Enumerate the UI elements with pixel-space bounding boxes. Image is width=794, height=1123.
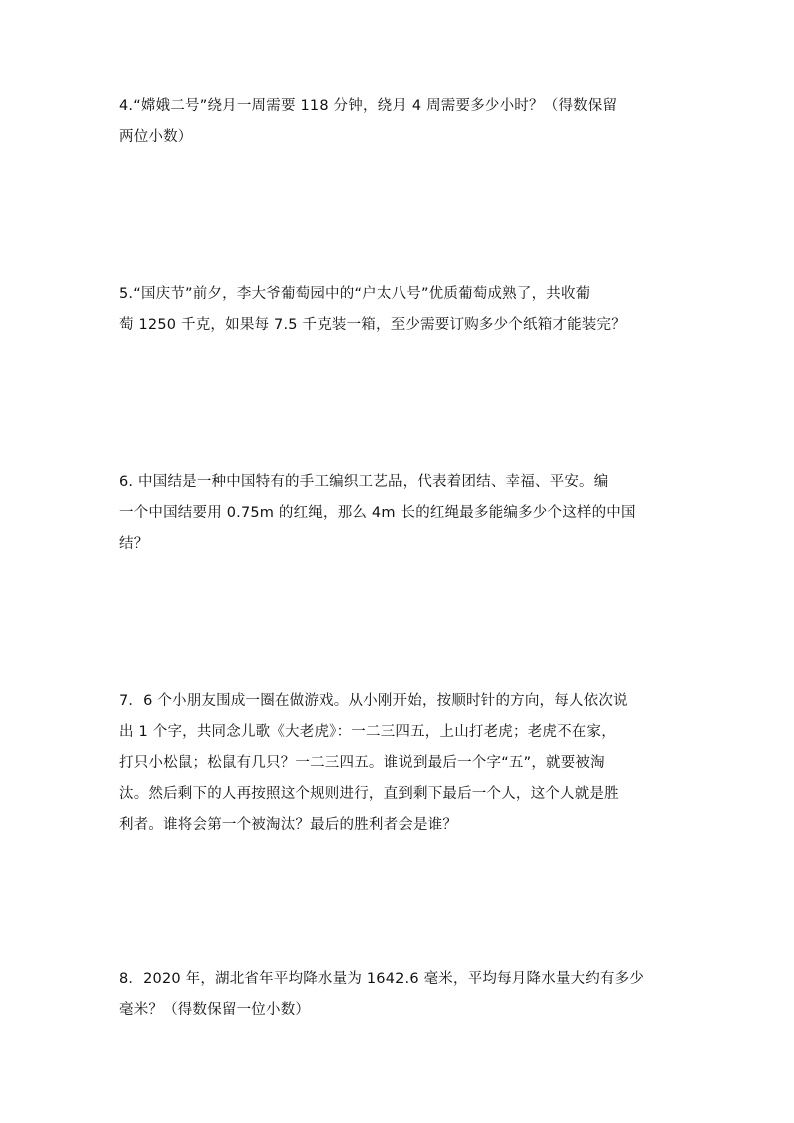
problem-6-line-3: 结？	[119, 536, 149, 552]
problem-7-line-3: 打只小松鼠；松鼠有几只？一二三四五。谁说到最后一个字“五”，就要被淘	[119, 755, 605, 771]
problem-7-line-4: 汰。然后剩下的人再按照这个规则进行，直到剩下最后一个人，这个人就是胜	[119, 786, 619, 802]
problem-6-line-2: 一个中国结要用 0.75m 的红绳，那么 4m 长的红绳最多能编多少个这样的中国	[119, 505, 636, 521]
problem-4	[119, 91, 679, 153]
problem-4-line-1: 4.“嫦娥二号”绕月一周需要 118 分钟，绕月 4 周需要多少小时？（得数保留	[119, 98, 618, 114]
problem-7-line-1: 7．6 个小朋友围成一圈在做游戏。从小刚开始，按顺时针的方向，每人依次说	[119, 693, 628, 709]
problem-5	[119, 279, 679, 341]
problem-5-line-1: 5.“国庆节”前夕，李大爷葡萄园中的“户太八号”优质葡萄成熟了，共收葡	[119, 286, 591, 302]
problem-4-line-2: 两位小数）	[119, 129, 193, 145]
problem-5-line-2: 萄 1250 千克，如果每 7.5 千克装一箱，至少需要订购多少个纸箱才能装完？	[119, 317, 626, 333]
problem-8-line-2: 毫米？（得数保留一位小数）	[119, 1002, 311, 1018]
problem-6-line-1: 6. 中国结是一种中国特有的手工编织工艺品，代表着团结、幸福、平安。编	[119, 474, 609, 490]
problem-6	[119, 467, 679, 560]
problem-7-line-5: 利者。谁将会第一个被淘汰？最后的胜利者会是谁？	[119, 817, 458, 833]
problem-7	[119, 686, 679, 841]
problem-8-line-1: 8．2020 年，湖北省年平均降水量为 1642.6 毫米，平均每月降水量大约有多少	[119, 971, 645, 987]
problem-7-line-2: 出 1 个字，共同念儿歌《大老虎》：一二三四五，上山打老虎；老虎不在家，	[119, 724, 616, 740]
problem-8	[119, 964, 679, 1026]
